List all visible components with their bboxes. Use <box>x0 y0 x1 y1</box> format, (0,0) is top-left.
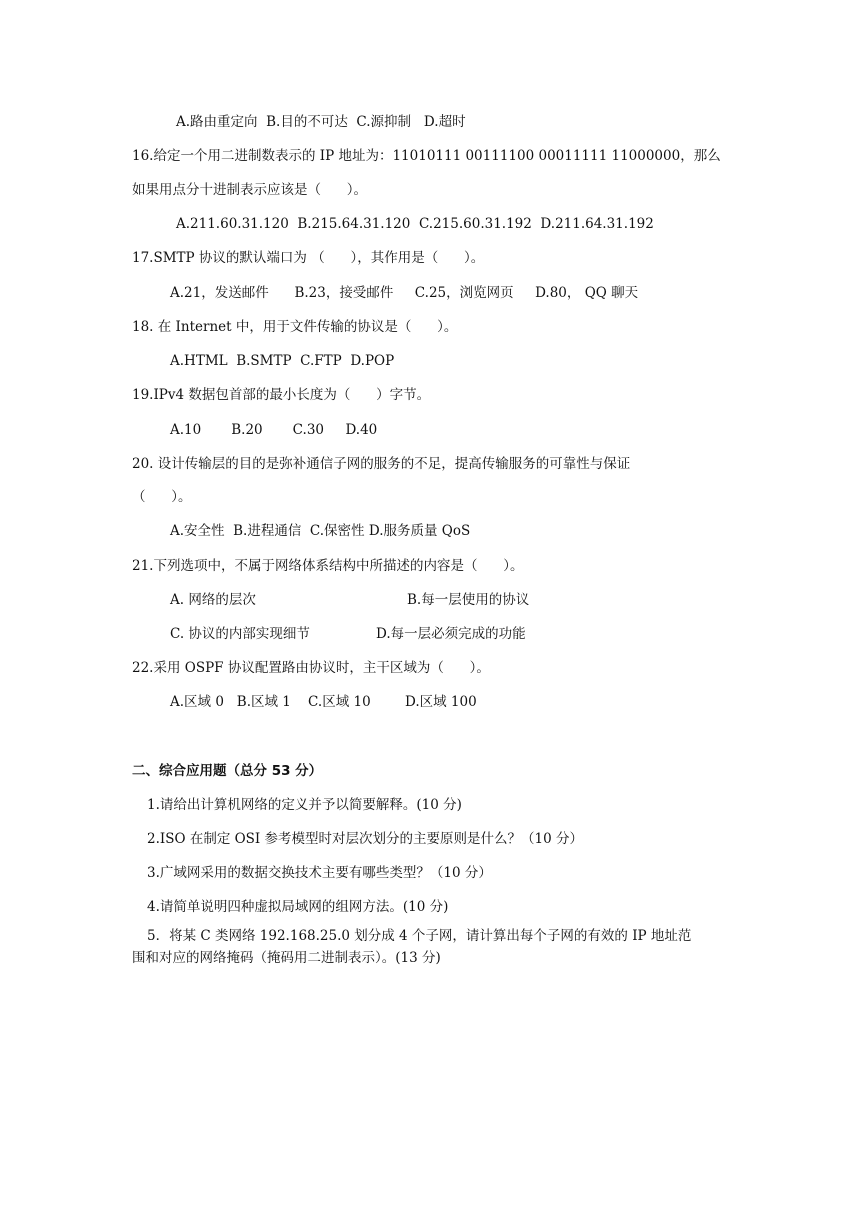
section2-item: 3.广域网采用的数据交换技术主要有哪些类型？（10 分） <box>147 865 492 881</box>
q21-option-d: D.每一层必须完成的功能 <box>376 626 526 642</box>
q16-stem-cont: 如果用点分十进制表示应该是（ ）。 <box>132 182 367 198</box>
q21-stem: 21.下列选项中，不属于网络体系结构中所描述的内容是（ ）。 <box>132 558 524 574</box>
q16-options: A.211.60.31.120 B.215.64.31.120 C.215.60.31.192 D.211.64.31.192 <box>176 216 654 232</box>
q19-stem: 19.IPv4 数据包首部的最小长度为（ ）字节。 <box>132 387 431 403</box>
q20-stem-cont: （ ）。 <box>132 489 192 505</box>
q17-stem: 17.SMTP 协议的默认端口为 （ ），其作用是（ ）。 <box>132 250 485 266</box>
q21-option-a: A. 网络的层次 <box>170 592 256 608</box>
section2-item: 5．将某 C 类网络 192.168.25.0 划分成 4 个子网，请计算出每个子网的有效的 IP 地址范 <box>147 928 692 944</box>
q18-options: A.HTML B.SMTP C.FTP D.POP <box>170 353 395 369</box>
q22-stem: 22.采用 OSPF 协议配置路由协议时，主干区域为（ ）。 <box>132 660 490 676</box>
section2-title: 二、综合应用题（总分 53 分） <box>132 763 323 779</box>
q21-option-b: B.每一层使用的协议 <box>407 592 530 608</box>
q18-stem: 18. 在 Internet 中，用于文件传输的协议是（ ）。 <box>132 319 458 335</box>
section2-item: 2.ISO 在制定 OSI 参考模型时对层次划分的主要原则是什么？（10 分） <box>147 831 584 847</box>
section2-item: 1.请给出计算机网络的定义并予以简要解释。(10 分) <box>147 797 462 813</box>
q22-options: A.区域 0 B.区域 1 C.区域 10 D.区域 100 <box>170 694 477 710</box>
q17-options: A.21，发送邮件 B.23，接受邮件 C.25，浏览网页 D.80， QQ 聊天 <box>170 285 639 301</box>
q20-stem: 20. 设计传输层的目的是弥补通信子网的服务的不足，提高传输服务的可靠性与保证 <box>132 456 631 472</box>
q15-options: A.路由重定向 B.目的不可达 C.源抑制 D.超时 <box>176 114 466 130</box>
section2-item: 4.请简单说明四种虚拟局域网的组网方法。(10 分) <box>147 899 449 915</box>
q20-options: A.安全性 B.进程通信 C.保密性 D.服务质量 QoS <box>170 523 471 539</box>
q21-option-c: C. 协议的内部实现细节 <box>170 626 310 642</box>
section2-item-cont: 围和对应的网络掩码（掩码用二进制表示）。(13 分) <box>132 950 441 966</box>
q16-stem: 16.给定一个用二进制数表示的 IP 地址为：11010111 00111100 00011111 11000000，那么 <box>132 148 721 164</box>
q19-options: A.10 B.20 C.30 D.40 <box>170 422 378 438</box>
